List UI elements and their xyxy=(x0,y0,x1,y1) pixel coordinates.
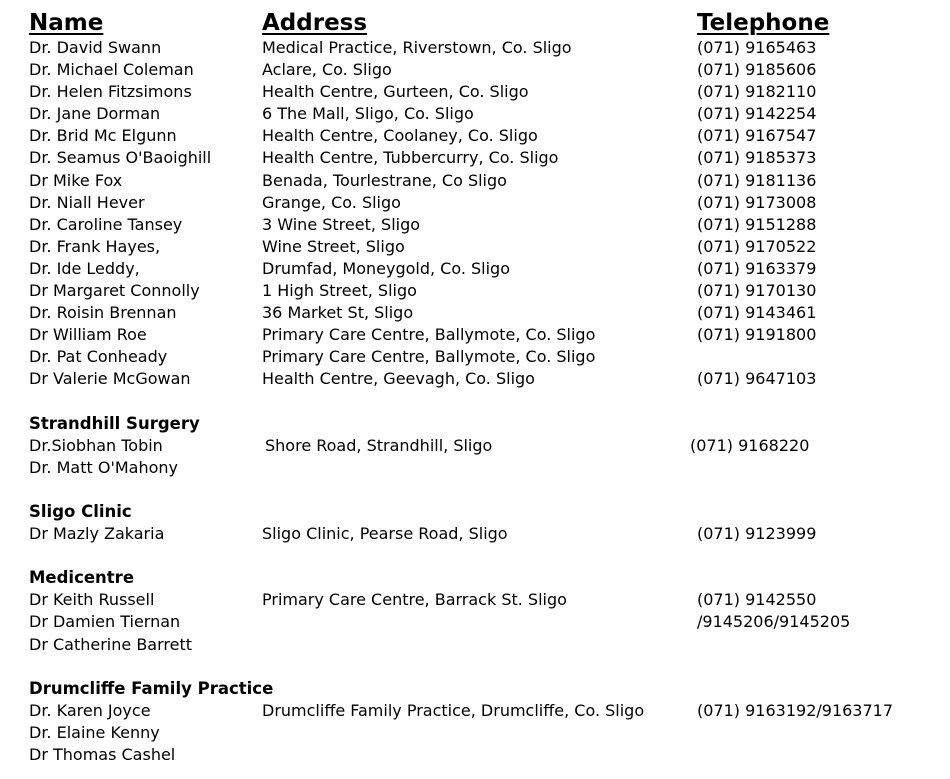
doctor-phone: (071) 9142550 xyxy=(697,590,817,610)
doctor-phone: (071) 9181136 xyxy=(697,170,817,190)
doctor-phone: (071) 9185606 xyxy=(697,60,817,80)
doctor-row xyxy=(29,59,929,81)
doctor-row xyxy=(29,589,929,611)
doctor-address: 6 The Mall, Sligo, Co. Sligo xyxy=(262,104,474,124)
doctor-row xyxy=(29,147,929,169)
doctor-row xyxy=(29,744,929,766)
doctor-address: 36 Market St, Sligo xyxy=(262,303,414,323)
doctor-phone: (071) 9185373 xyxy=(697,148,817,168)
doctor-address: Health Centre, Gurteen, Co. Sligo xyxy=(262,82,529,102)
doctor-row xyxy=(29,523,929,545)
doctor-phone: (071) 9151288 xyxy=(697,214,817,234)
doctor-address: Primary Care Centre, Barrack St. Sligo xyxy=(262,590,567,610)
doctor-row xyxy=(29,214,929,236)
doctor-name: Dr Mike Fox xyxy=(29,170,123,190)
section-spacer xyxy=(29,545,929,567)
doctor-address: Health Centre, Tubbercurry, Co. Sligo xyxy=(262,148,559,168)
doctor-name: Dr.Siobhan Tobin xyxy=(29,435,163,455)
doctor-name: Dr. Jane Dorman xyxy=(29,104,161,124)
section-spacer xyxy=(29,656,929,678)
practice-title: Drumcliffe Family Practice xyxy=(29,678,274,698)
doctor-address: 1 High Street, Sligo xyxy=(262,281,417,301)
doctor-address: Primary Care Centre, Ballymote, Co. Sligo xyxy=(262,325,596,345)
doctor-name: Dr Catherine Barrett xyxy=(29,634,193,654)
doctor-phone: (071) 9191800 xyxy=(697,325,817,345)
section-spacer xyxy=(29,479,929,501)
doctor-name: Dr. Frank Hayes, xyxy=(29,236,161,256)
doctor-name: Dr. Roisin Brennan xyxy=(29,303,177,323)
doctor-phone: (071) 9163379 xyxy=(697,258,817,278)
doctor-address: Wine Street, Sligo xyxy=(262,236,405,256)
doctor-name: Dr. Matt O'Mahony xyxy=(29,457,178,477)
doctor-name: Dr Mazly Zakaria xyxy=(29,524,165,544)
doctor-row xyxy=(29,280,929,302)
doctor-phone: (071) 9170522 xyxy=(697,236,817,256)
doctor-name: Dr. Helen Fitzsimons xyxy=(29,82,192,102)
doctor-row xyxy=(29,258,929,280)
doctor-phone: /9145206/9145205 xyxy=(697,612,851,632)
practice-title: Medicentre xyxy=(29,568,135,588)
doctor-row xyxy=(29,125,929,147)
doctor-address: Drumfad, Moneygold, Co. Sligo xyxy=(262,258,510,278)
doctor-address: Grange, Co. Sligo xyxy=(262,192,401,212)
doctor-name: Dr Damien Tiernan xyxy=(29,612,181,632)
practice-title: Strandhill Surgery xyxy=(29,413,200,433)
doctor-address: Drumcliffe Family Practice, Drumcliffe, Co. Sligo xyxy=(262,700,645,720)
doctor-phone: (071) 9163192/9163717 xyxy=(697,700,894,720)
doctor-name: Dr. Niall Hever xyxy=(29,192,145,212)
doctor-name: Dr. Seamus O'Baoighill xyxy=(29,148,212,168)
doctor-row xyxy=(29,81,929,103)
doctor-name: Dr. Pat Conheady xyxy=(29,347,168,367)
doctor-address: Benada, Tourlestrane, Co Sligo xyxy=(262,170,507,190)
doctor-address: 3 Wine Street, Sligo xyxy=(262,214,421,234)
doctor-phone: (071) 9142254 xyxy=(697,104,817,124)
doctor-name: Dr Thomas Cashel xyxy=(29,745,176,764)
doctor-name: Dr. Michael Coleman xyxy=(29,60,194,80)
doctor-phone: (071) 9167547 xyxy=(697,126,817,146)
doctor-address: Shore Road, Strandhill, Sligo xyxy=(265,435,493,455)
column-headers xyxy=(29,8,929,37)
doctor-name: Dr. Elaine Kenny xyxy=(29,722,160,742)
doctor-address: Primary Care Centre, Ballymote, Co. Sligo xyxy=(262,347,596,367)
header-name: Name xyxy=(29,10,104,36)
doctor-name: Dr Valerie McGowan xyxy=(29,369,191,389)
doctor-name: Dr. Caroline Tansey xyxy=(29,214,183,234)
doctor-name: Dr. David Swann xyxy=(29,38,162,57)
doctor-address: Sligo Clinic, Pearse Road, Sligo xyxy=(262,524,508,544)
doctor-phone: (071) 9165463 xyxy=(697,38,817,57)
doctor-phone: (071) 9647103 xyxy=(697,369,817,389)
doctor-name: Dr Keith Russell xyxy=(29,590,155,610)
section-spacer xyxy=(29,391,929,413)
doctor-address: Aclare, Co. Sligo xyxy=(262,60,392,80)
doctor-name: Dr Margaret Connolly xyxy=(29,281,200,301)
practice-title: Sligo Clinic xyxy=(29,501,132,521)
doctor-row xyxy=(29,634,929,656)
doctor-row xyxy=(29,302,929,324)
doctor-address: Health Centre, Coolaney, Co. Sligo xyxy=(262,126,538,146)
doctor-phone: (071) 9182110 xyxy=(697,82,817,102)
doctor-name: Dr. Ide Leddy, xyxy=(29,258,140,278)
doctor-phone: (071) 9170130 xyxy=(697,281,817,301)
doctor-row xyxy=(29,170,929,192)
doctor-phone: (071) 9173008 xyxy=(697,192,817,212)
doctor-phone: (071) 9168220 xyxy=(690,435,810,455)
doctor-row xyxy=(29,192,929,214)
doctor-phone: (071) 9143461 xyxy=(697,303,817,323)
doctor-row xyxy=(29,435,929,457)
gp-directory-document xyxy=(29,8,929,766)
doctor-row xyxy=(29,611,929,633)
doctor-name: Dr. Karen Joyce xyxy=(29,700,151,720)
doctor-row xyxy=(29,346,929,368)
doctor-name: Dr William Roe xyxy=(29,325,147,345)
doctor-name: Dr. Brid Mc Elgunn xyxy=(29,126,177,146)
doctor-row xyxy=(29,457,929,479)
doctor-row xyxy=(29,236,929,258)
doctor-phone: (071) 9123999 xyxy=(697,524,817,544)
doctor-row xyxy=(29,722,929,744)
doctor-address: Health Centre, Geevagh, Co. Sligo xyxy=(262,369,535,389)
doctor-row xyxy=(29,368,929,390)
doctor-row xyxy=(29,103,929,125)
doctor-address: Medical Practice, Riverstown, Co. Sligo xyxy=(262,38,572,57)
doctor-row xyxy=(29,700,929,722)
header-address: Address xyxy=(262,10,368,36)
doctor-row xyxy=(29,37,929,59)
doctor-row xyxy=(29,324,929,346)
header-telephone: Telephone xyxy=(697,10,830,36)
